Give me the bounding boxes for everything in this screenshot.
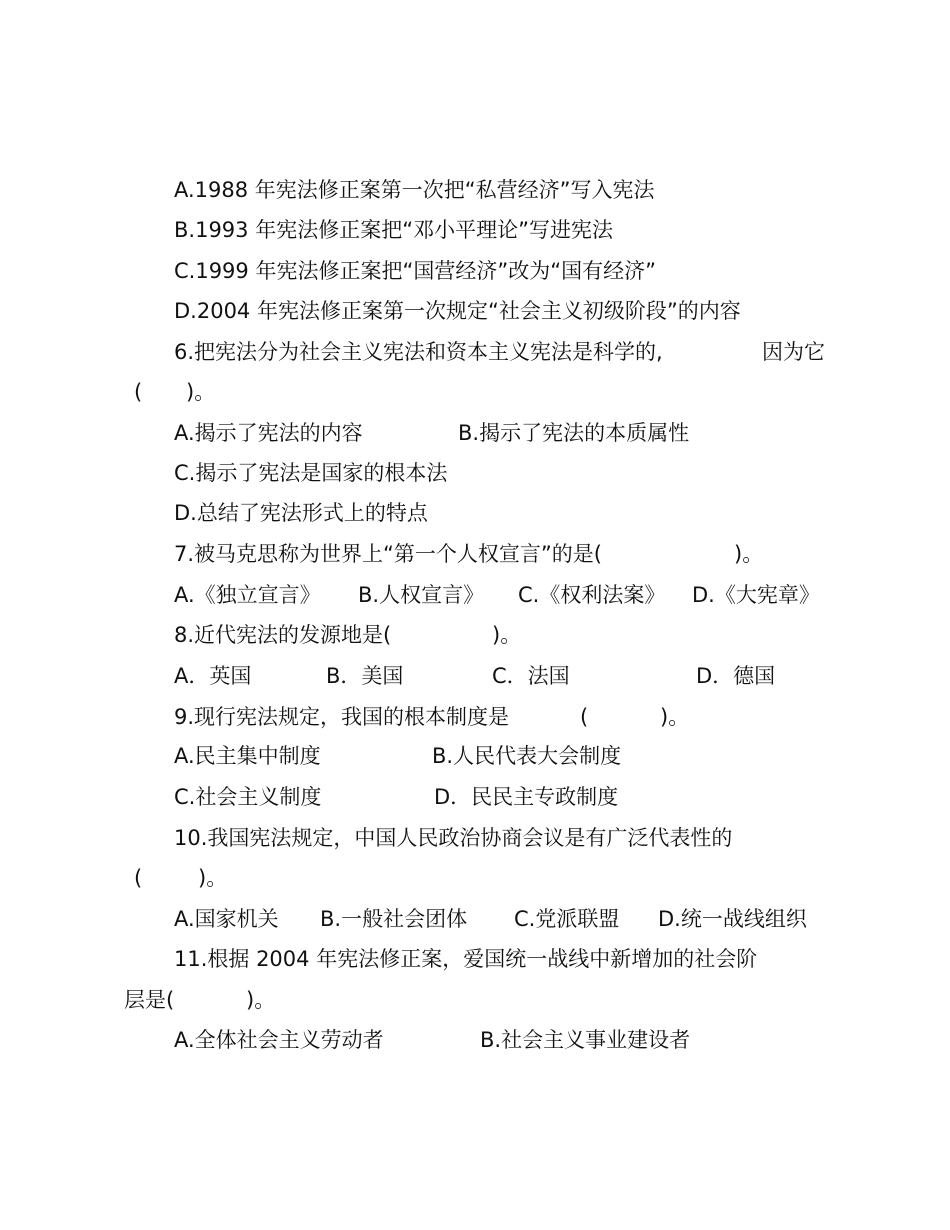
q5-option-a: A.1988 年宪法修正案第一次把“私营经济”写入宪法 (174, 178, 655, 202)
q9-paren-open: ( (580, 705, 589, 729)
q5-option-b: B.1993 年宪法修正案把“邓小平理论”写进宪法 (174, 218, 613, 242)
q6-option-d: D.总结了宪法形式上的特点 (174, 501, 428, 525)
q10-option-b: B.一般社会团体 (320, 907, 468, 931)
q11-stem-line2: 层是( (124, 988, 175, 1012)
q10-option-c: C.党派联盟 (514, 907, 620, 931)
q7-stem-end: )。 (734, 542, 764, 566)
q9-option-a: A.民主集中制度 (174, 744, 321, 768)
q6-stem: 6.把宪法分为社会主义宪法和资本主义宪法是科学的, (174, 340, 663, 364)
q11-stem-line2-end: )。 (246, 988, 276, 1012)
q10-option-d: D.统一战线组织 (658, 907, 807, 931)
q8-stem-end: )。 (492, 623, 522, 647)
q11-option-a: A.全体社会主义劳动者 (174, 1028, 384, 1052)
q7-option-b: B.人权宣言》 (358, 583, 485, 607)
q6-paren-open: ( (134, 380, 143, 404)
q6-option-a: A.揭示了宪法的内容 (174, 421, 363, 445)
q6-option-c: C.揭示了宪法是国家的根本法 (174, 461, 448, 485)
q9-option-d: D．民民主专政制度 (434, 785, 619, 809)
q8-option-d: D．德国 (696, 664, 776, 688)
q7-stem: 7.被马克思称为世界上“第一个人权宣言”的是( (174, 542, 602, 566)
q5-option-c: C.1999 年宪法修正案把“国营经济”改为“国有经济” (174, 259, 656, 283)
q6-option-b: B.揭示了宪法的本质属性 (458, 421, 690, 445)
q8-option-a: A．英国 (174, 664, 252, 688)
q6-paren-close: )。 (186, 380, 216, 404)
q9-option-c: C.社会主义制度 (174, 785, 322, 809)
q7-option-a: A.《独立宣言》 (174, 583, 321, 607)
q7-option-d: D.《大宪章》 (692, 583, 820, 607)
q9-stem: 9.现行宪法规定，我国的根本制度是 (174, 705, 510, 729)
q8-option-c: C．法国 (492, 664, 570, 688)
q5-option-d: D.2004 年宪法修正案第一次规定“社会主义初级阶段”的内容 (174, 299, 741, 323)
q7-option-c: C.《权利法案》 (518, 583, 666, 607)
q9-paren-close: )。 (660, 705, 690, 729)
q11-stem: 11.根据 2004 年宪法修正案，爱国统一战线中新增加的社会阶 (174, 947, 758, 971)
q11-option-b: B.社会主义事业建设者 (480, 1028, 691, 1052)
q10-paren-open: ( (134, 866, 143, 890)
q10-option-a: A.国家机关 (174, 907, 279, 931)
q10-stem: 10.我国宪法规定，中国人民政治协商会议是有广泛代表性的 (174, 826, 733, 850)
q9-option-b: B.人民代表大会制度 (432, 744, 622, 768)
q8-option-b: B．美国 (326, 664, 404, 688)
q6-stem-end: 因为它 (762, 340, 825, 364)
q8-stem: 8.近代宪法的发源地是( (174, 623, 392, 647)
q10-paren-close: )。 (198, 866, 228, 890)
